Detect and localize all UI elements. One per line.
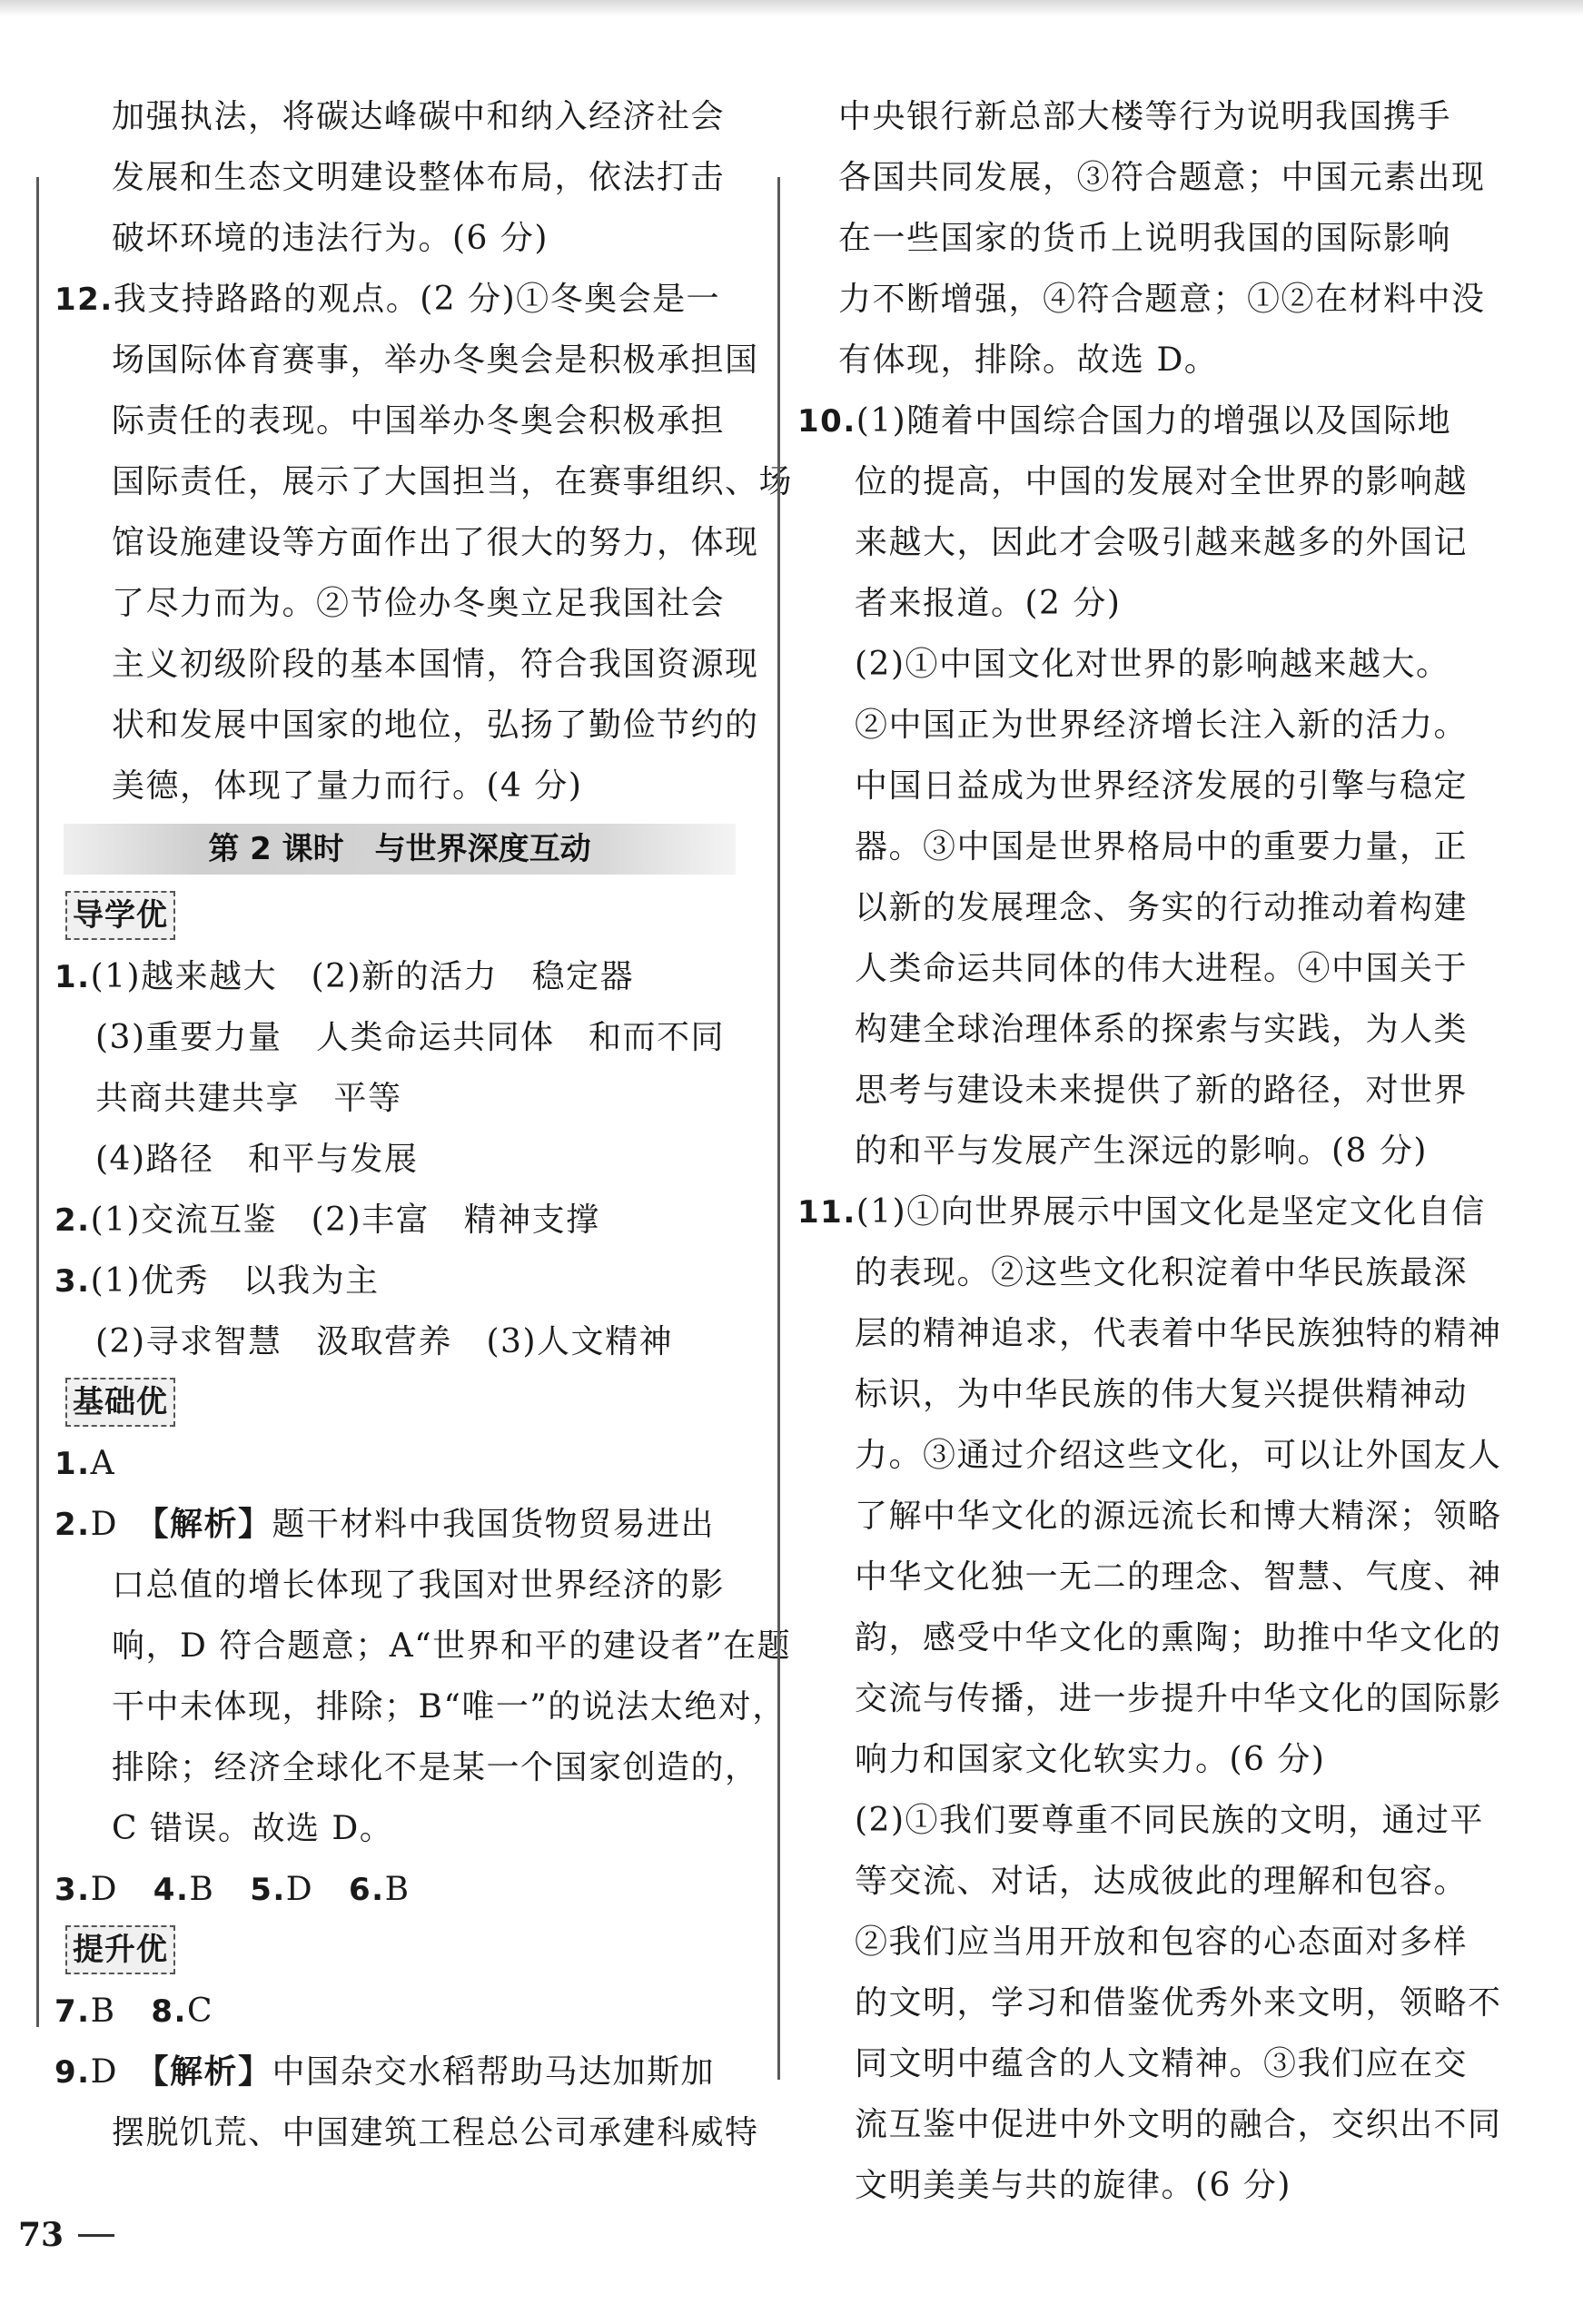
text-line: 国际责任，展示了大国担当，在赛事组织、场 — [112, 463, 794, 500]
text-line: 力。③通过介绍这些文化，可以让外国友人 — [855, 1437, 1502, 1474]
text-line: (2)①中国文化对世界的影响越来越大。 — [855, 646, 1450, 683]
text-line: 位的提高，中国的发展对全世界的影响越 — [855, 463, 1469, 500]
question-number: 11. — [797, 1194, 856, 1231]
text-line: 交流与传播，进一步提升中华文化的国际影 — [855, 1680, 1502, 1717]
text-line: (3)重要力量 人类命运共同体 和而不同 — [95, 1019, 725, 1056]
text-line: 构建全球治理体系的探索与实践，为人类 — [855, 1011, 1469, 1048]
question-number: 7. — [54, 1993, 91, 2030]
text-line: 响，D 符合题意；A“世界和平的建设者”在题 — [112, 1627, 792, 1665]
answer-letter: B — [189, 1871, 215, 1908]
text-line: 的和平与发展产生深远的影响。(8 分) — [855, 1132, 1428, 1170]
text-line: 状和发展中国家的地位，弘扬了勤俭节约的 — [112, 707, 759, 744]
text-line: (1)①向世界展示中国文化是坚定文化自信 — [856, 1193, 1486, 1231]
answer-letter: B — [90, 1993, 116, 2030]
answer-letter: D — [90, 1506, 118, 1543]
text-line: (1)交流互鉴 (2)丰富 精神支撑 — [90, 1202, 600, 1239]
question-number: 1. — [54, 1446, 91, 1482]
answer-letter: B — [384, 1871, 411, 1908]
page-footer — [0, 2216, 114, 2254]
text-line: 文明美美与共的旋律。(6 分) — [855, 2167, 1291, 2204]
question-number: 3. — [54, 1263, 91, 1300]
page-number: 73 — [18, 2216, 64, 2254]
analysis-label: 【解析】 — [152, 1506, 272, 1543]
section-title-banner: 第 2 课时 与世界深度互动 — [64, 824, 736, 875]
question-number: 12. — [54, 282, 114, 318]
text-line: 来越大，因此才会吸引越来越多的外国记 — [855, 524, 1469, 561]
text-line: C 错误。故选 D。 — [112, 1810, 394, 1847]
answer-3 — [54, 1251, 754, 1311]
text-line: 者来报道。(2 分) — [855, 585, 1122, 622]
basic-answer-2 — [54, 1494, 754, 1555]
answer-letter: D — [285, 1871, 314, 1908]
answer-letter: A — [90, 1445, 116, 1482]
text-line: 排除；经济全球化不是某一个国家创造的， — [112, 1749, 759, 1786]
text-line: 标识，为中华民族的伟大复兴提供精神动 — [855, 1376, 1469, 1413]
answer-10 — [797, 391, 1488, 451]
answer-letter: D — [90, 1871, 118, 1908]
text-line: 器。③中国是世界格局中的重要力量，正 — [855, 828, 1469, 865]
answer-2 — [54, 1190, 754, 1251]
basic-answer-1 — [54, 1433, 754, 1494]
text-line: (2)寻求智慧 汲取营养 (3)人文精神 — [95, 1323, 673, 1360]
text-line: 以新的发展理念、务实的行动推动着构建 — [855, 889, 1469, 926]
text-line: (4)路径 和平与发展 — [95, 1141, 419, 1178]
text-line: 了尽力而为。②节俭办冬奥立足我国社会 — [112, 585, 726, 622]
text-line: 我支持路路的观点。(2 分)①冬奥会是一 — [113, 281, 721, 318]
text-line: ②中国正为世界经济增长注入新的活力。 — [855, 707, 1469, 744]
answer-1 — [54, 946, 754, 1007]
section-tag-daoxue: 导学优 — [65, 891, 175, 940]
footer-dash — [78, 2234, 114, 2237]
text-line: 流互鉴中促进中外文明的融合，交织出不同 — [855, 2106, 1502, 2143]
text-line: 的文明，学习和借鉴优秀外来文明，领略不 — [855, 1984, 1502, 2022]
advanced-answer-9 — [54, 2042, 754, 2102]
text-line: 响力和国家文化软实力。(6 分) — [855, 1741, 1326, 1778]
question-number: 2. — [54, 1507, 91, 1543]
text-line: 中华文化独一无二的理念、智慧、气度、神 — [855, 1558, 1502, 1596]
question-number: 9. — [54, 2054, 91, 2091]
text-line: 中国日益成为世界经济发展的引擎与稳定 — [855, 767, 1469, 805]
text-line: 的表现。②这些文化积淀着中华民族最深 — [855, 1254, 1469, 1291]
advanced-answers-7-8 — [54, 1981, 754, 2042]
answer-letter: C — [186, 1993, 214, 2030]
text-line: (1)随着中国综合国力的增强以及国际地 — [856, 402, 1452, 440]
text-line: ②我们应当用开放和包容的心态面对多样 — [855, 1923, 1469, 1961]
text-line: 力不断增强，④符合题意；①②在材料中没 — [838, 281, 1486, 318]
text-line: 摆脱饥荒、中国建筑工程总公司承建科威特 — [112, 2114, 759, 2151]
text-line: (1)优秀 以我为主 — [90, 1262, 380, 1300]
column-rule — [36, 177, 39, 2027]
question-number: 4. — [153, 1872, 190, 1908]
question-number: 6. — [348, 1872, 385, 1908]
question-number: 10. — [797, 403, 856, 440]
text-line: 中央银行新总部大楼等行为说明我国携手 — [838, 98, 1452, 135]
text-line: 发展和生态文明建设整体布局，依法打击 — [112, 159, 726, 196]
text-line: 破坏环境的违法行为。(6 分) — [112, 220, 549, 257]
section-tag-jichu: 基础优 — [65, 1378, 175, 1427]
text-line: (2)①我们要尊重不同民族的文明，通过平 — [855, 1802, 1484, 1839]
question-number: 2. — [54, 1202, 91, 1239]
text-line: 思考与建设未来提供了新的路径，对世界 — [855, 1072, 1469, 1109]
text-line: 干中未体现，排除；B“唯一”的说法太绝对， — [112, 1688, 787, 1726]
question-number: 3. — [54, 1872, 91, 1908]
question-number: 5. — [250, 1872, 286, 1908]
text-line: 各国共同发展，③符合题意；中国元素出现 — [838, 159, 1486, 196]
text-line: 同文明中蕴含的人文精神。③我们应在交 — [855, 2045, 1469, 2082]
question-12 — [54, 269, 754, 330]
text-line: 有体现，排除。故选 D。 — [838, 341, 1219, 379]
text-line: 了解中华文化的源远流长和博大精深；领略 — [855, 1498, 1502, 1535]
text-line: 口总值的增长体现了我国对世界经济的影 — [112, 1567, 726, 1604]
text-line: 际责任的表现。中国举办冬奥会积极承担 — [112, 402, 726, 440]
text-line: 题干材料中我国货物贸易进出 — [272, 1506, 715, 1543]
top-edge-shade — [0, 0, 1583, 16]
text-line: 场国际体育赛事，举办冬奥会是积极承担国 — [112, 341, 759, 379]
text-line: 主义初级阶段的基本国情，符合我国资源现 — [112, 646, 759, 683]
question-number: 8. — [151, 1993, 187, 2030]
answer-11 — [797, 1182, 1488, 1242]
right-column — [797, 86, 1502, 2216]
text-line: 中国杂交水稻帮助马达加斯加 — [272, 2053, 715, 2091]
text-line: 加强执法，将碳达峰碳中和纳入经济社会 — [112, 98, 726, 135]
question-number: 1. — [54, 959, 91, 995]
column-rule — [777, 177, 780, 2080]
left-column — [54, 86, 794, 2163]
text-line: 韵，感受中华文化的熏陶；助推中华文化的 — [855, 1619, 1502, 1656]
text-line: 在一些国家的货币上说明我国的国际影响 — [838, 220, 1452, 257]
basic-answers-3-6 — [54, 1859, 754, 1920]
analysis-label: 【解析】 — [152, 2053, 272, 2091]
text-line: 等交流、对话，达成彼此的理解和包容。 — [855, 1863, 1469, 1900]
text-line: 馆设施建设等方面作出了很大的努力，体现 — [112, 524, 759, 561]
text-line: 共商共建共享 平等 — [95, 1080, 402, 1117]
text-line: (1)越来越大 (2)新的活力 稳定器 — [90, 958, 635, 995]
text-line: 人类命运共同体的伟大进程。④中国关于 — [855, 950, 1469, 987]
text-line: 美德，体现了量力而行。(4 分) — [112, 767, 583, 805]
section-tag-tisheng: 提升优 — [65, 1925, 175, 1974]
answer-letter: D — [90, 2053, 118, 2091]
text-line: 层的精神追求，代表着中华民族独特的精神 — [855, 1315, 1502, 1352]
